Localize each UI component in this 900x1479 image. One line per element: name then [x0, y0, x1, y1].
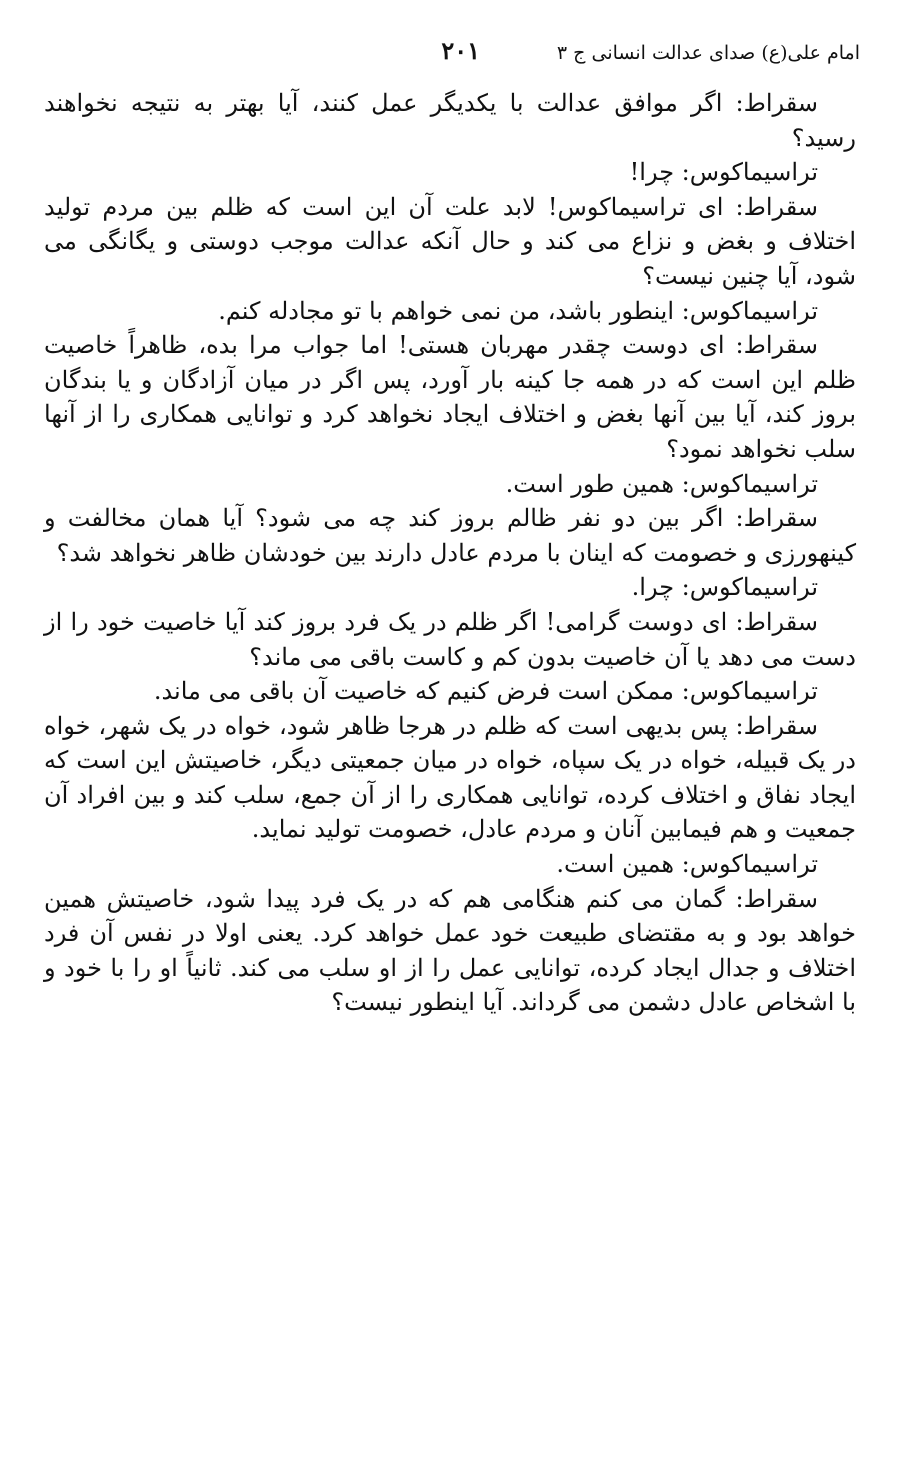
page-number: ۲۰۱: [441, 36, 480, 65]
paragraph: سقراط: ای تراسیماکوس! لابد علت آن این است که ظلم بین مردم تولید اختلاف و بغض و نزاع می کند و حال آنکه عدالت موجب دوستی و یگانگی می شود، آیا چنین نیست؟: [44, 192, 856, 290]
paragraph: سقراط: ای دوست گرامی! اگر ظلم در یک فرد بروز کند آیا خاصیت خود را از دست می دهد یا آن خاصیت بدون کم و کاست باقی می ماند؟: [44, 607, 856, 671]
paragraph: تراسیماکوس: همین طور است.: [505, 469, 818, 498]
paragraph: تراسیماکوس: ممکن است فرض کنیم که خاصیت آن باقی می ماند.: [153, 677, 818, 706]
paragraph: سقراط: گمان می کنم هنگامی هم که در یک فرد پیدا شود، خاصیتش همین خواهد بود و به مقتضای طبیعت خود عمل خواهد کرد. یعنی اولا در نفس آن فرد اختلاف و جدال ایجاد کرده، توانایی عمل را از او سلب می کند. ثانیاً او را با خود و با اشخاص عادل دشمن می گرداند. آیا اینطور نیست؟: [44, 884, 856, 1017]
page-header: [40, 36, 860, 76]
paragraph: تراسیماکوس: چرا.: [631, 573, 818, 602]
paragraph: سقراط: اگر بین دو نفر ظالم بروز کند چه می شود؟ آیا همان مخالفت و کینهورزی و خصومت که اینان با مردم عادل دارند بین خودشان ظاهر نخواهد شد؟: [44, 504, 856, 567]
paragraph: تراسیماکوس: همین است.: [556, 850, 818, 879]
page-body: [44, 86, 856, 1020]
paragraph: سقراط: ای دوست چقدر مهربان هستی! اما جواب مرا بده، ظاهراً خاصیت ظلم این است که در همه جا کینه بار آورد، پس اگر در میان آزادگان و یا بندگان بروز کند، آیا بین آنها بغض و اختلاف ایجاد نخواهد کرد و توانایی همکاری را از آنها سلب نخواهد نمود؟: [44, 331, 856, 463]
paragraph: سقراط: پس بدیهی است که ظلم در هرجا ظاهر شود، خواه در یک شهر، خواه در یک قبیله، خواه در یک سپاه، خواه در میان جمعیتی دیگر، خاصیتش این است که ایجاد نفاق و اختلاف کرده، توانایی همکاری را از آن جمع، سلب کند و بین افراد آن جمعیت و هم فیمابین آنان و مردم عادل، خصومت تولید نماید.: [44, 711, 856, 844]
paragraph: تراسیماکوس: چرا!: [629, 158, 818, 187]
running-title: امام علی(ع) صدای عدالت انسانی ج ۳: [556, 42, 860, 64]
paragraph: تراسیماکوس: اینطور باشد، من نمی خواهم با تو مجادله کنم.: [218, 296, 818, 325]
paragraph: سقراط: اگر موافق عدالت با یکدیگر عمل کنند، آیا بهتر به نتیجه نخواهند رسید؟: [44, 89, 856, 152]
